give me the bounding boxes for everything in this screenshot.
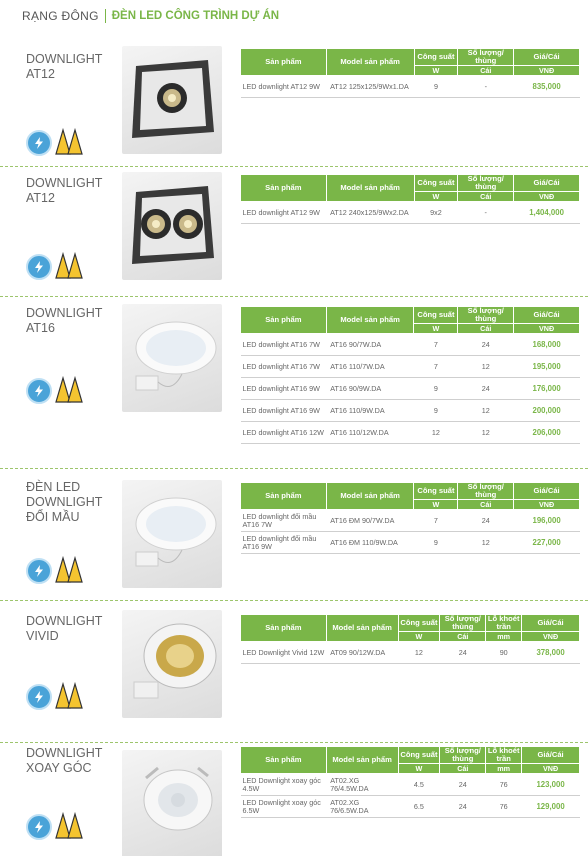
- cell-qty: 24: [440, 642, 486, 664]
- product-photo: [122, 46, 222, 154]
- cell-product: LED Downlight Vivid 12W: [241, 642, 327, 664]
- header-price: Giá/Cái: [522, 615, 580, 632]
- cell-model: AT16 110/12W.DA: [326, 422, 414, 444]
- cell-product: LED downlight đổi mầu AT16 7W: [241, 510, 327, 532]
- cell-model: AT16 ĐM 90/7W.DA: [326, 510, 414, 532]
- unit-price: VNĐ: [522, 632, 580, 642]
- table-row: [241, 796, 580, 818]
- product-photo: [122, 480, 222, 588]
- product-photo: [122, 304, 222, 412]
- header-model: Model sản phẩm: [326, 175, 414, 202]
- header-cutout: Lỗ khoét trần: [486, 747, 522, 764]
- table-row: [241, 76, 580, 98]
- cell-qty: 12: [458, 422, 514, 444]
- header-qty: Số lượng/ thùng: [440, 615, 486, 632]
- cell-power: 9x2: [414, 202, 458, 224]
- cell-model: AT16 90/7W.DA: [326, 334, 414, 356]
- unit-qty: Cái: [458, 192, 514, 202]
- header-price: Giá/Cái: [514, 175, 580, 192]
- cell-price: 168,000: [514, 334, 580, 356]
- header-power: Công suất: [414, 175, 458, 192]
- cell-power: 9: [414, 532, 458, 554]
- unit-power: W: [398, 632, 440, 642]
- cell-product: LED Downlight xoay góc 6.5W: [241, 796, 327, 818]
- cell-qty: -: [458, 76, 514, 98]
- product-section: [0, 470, 588, 600]
- section-divider: [0, 468, 588, 469]
- cell-cutout: 76: [486, 796, 522, 818]
- header-model: Model sản phẩm: [326, 747, 398, 774]
- header-price: Giá/Cái: [514, 49, 580, 66]
- energy-saving-icon: [26, 558, 52, 584]
- cell-product: LED downlight AT16 7W: [241, 334, 327, 356]
- light-quality-icon: [55, 250, 83, 280]
- spec-table: [240, 746, 580, 818]
- energy-saving-icon: [26, 814, 52, 840]
- header-qty: Số lượng/ thùng: [458, 307, 514, 324]
- unit-price: VNĐ: [514, 66, 580, 76]
- cell-model: AT16 ĐM 110/9W.DA: [326, 532, 414, 554]
- header-qty: Số lượng/ thùng: [458, 483, 514, 500]
- cell-price: 176,000: [514, 378, 580, 400]
- cell-model: AT02.XG 76/6.5W.DA: [326, 796, 398, 818]
- table-row: [241, 510, 580, 532]
- section-divider: [0, 296, 588, 297]
- header-power: Công suất: [414, 307, 458, 324]
- unit-cutout: mm: [486, 632, 522, 642]
- table-row: [241, 532, 580, 554]
- cell-qty: 24: [458, 378, 514, 400]
- header-product: Sản phẩm: [241, 307, 327, 334]
- table-row: [241, 356, 580, 378]
- cell-product: LED downlight AT12 9W: [241, 202, 327, 224]
- cell-price: 196,000: [514, 510, 580, 532]
- energy-saving-icon: [26, 130, 52, 156]
- unit-power: W: [414, 66, 458, 76]
- product-name: ĐÈN LED DOWNLIGHT ĐỔI MẦU: [26, 480, 103, 524]
- cell-power: 7: [414, 510, 458, 532]
- header-qty: Số lượng/ thùng: [458, 175, 514, 192]
- cell-price: 227,000: [514, 532, 580, 554]
- cell-model: AT16 90/9W.DA: [326, 378, 414, 400]
- cell-power: 12: [414, 422, 458, 444]
- cell-power: 7: [414, 334, 458, 356]
- product-name: DOWNLIGHT AT16: [26, 306, 103, 335]
- table-row: [241, 774, 580, 796]
- product-section: [0, 38, 588, 166]
- cell-price: 1,404,000: [514, 202, 580, 224]
- cell-power: 6.5: [398, 796, 440, 818]
- header-model: Model sản phẩm: [326, 49, 414, 76]
- unit-price: VNĐ: [522, 764, 580, 774]
- header-price: Giá/Cái: [514, 307, 580, 324]
- cell-power: 4.5: [398, 774, 440, 796]
- product-badges: [26, 810, 83, 840]
- cell-qty: 24: [440, 774, 486, 796]
- cell-power: 7: [414, 356, 458, 378]
- header-separator: [105, 9, 106, 23]
- header-product: Sản phẩm: [241, 747, 327, 774]
- cell-product: LED Downlight xoay góc 4.5W: [241, 774, 327, 796]
- unit-power: W: [414, 192, 458, 202]
- energy-saving-icon: [26, 378, 52, 404]
- product-name: DOWNLIGHT AT12: [26, 52, 103, 81]
- unit-price: VNĐ: [514, 500, 580, 510]
- cell-power: 9: [414, 76, 458, 98]
- header-power: Công suất: [398, 615, 440, 632]
- cell-price: 123,000: [522, 774, 580, 796]
- section-divider: [0, 166, 588, 167]
- cell-product: LED downlight AT16 9W: [241, 378, 327, 400]
- spec-table: [240, 306, 580, 444]
- cell-power: 9: [414, 378, 458, 400]
- spec-table: [240, 614, 580, 664]
- cell-model: AT16 110/9W.DA: [326, 400, 414, 422]
- product-badges: [26, 554, 83, 584]
- cell-price: 129,000: [522, 796, 580, 818]
- cell-qty: -: [458, 202, 514, 224]
- cell-model: AT12 125x125/9Wx1.DA: [326, 76, 414, 98]
- unit-power: W: [414, 324, 458, 334]
- cell-cutout: 76: [486, 774, 522, 796]
- cell-price: 835,000: [514, 76, 580, 98]
- cell-product: LED downlight AT12 9W: [241, 76, 327, 98]
- product-section: [0, 744, 588, 856]
- table-row: [241, 422, 580, 444]
- spec-table: [240, 48, 580, 98]
- header-qty: Số lượng/ thùng: [458, 49, 514, 66]
- unit-power: W: [398, 764, 440, 774]
- header-price: Giá/Cái: [514, 483, 580, 500]
- unit-qty: Cái: [458, 324, 514, 334]
- unit-qty: Cái: [440, 632, 486, 642]
- cell-cutout: 90: [486, 642, 522, 664]
- header-model: Model sản phẩm: [326, 615, 398, 642]
- section-divider: [0, 742, 588, 743]
- header-price: Giá/Cái: [522, 747, 580, 764]
- cell-qty: 12: [458, 400, 514, 422]
- header-qty: Số lượng/ thùng: [440, 747, 486, 764]
- header-power: Công suất: [414, 49, 458, 66]
- cell-qty: 24: [458, 510, 514, 532]
- unit-qty: Cái: [458, 66, 514, 76]
- section-divider: [0, 600, 588, 601]
- light-quality-icon: [55, 554, 83, 584]
- brand-name: RẠNG ĐÔNG: [22, 9, 99, 23]
- cell-price: 378,000: [522, 642, 580, 664]
- page-header: [22, 6, 279, 26]
- unit-price: VNĐ: [514, 192, 580, 202]
- light-quality-icon: [55, 680, 83, 710]
- light-quality-icon: [55, 126, 83, 156]
- energy-saving-icon: [26, 254, 52, 280]
- product-section: [0, 298, 588, 468]
- cell-product: LED downlight đổi mầu AT16 9W: [241, 532, 327, 554]
- cell-product: LED downlight AT16 9W: [241, 400, 327, 422]
- table-row: [241, 642, 580, 664]
- header-product: Sản phẩm: [241, 175, 327, 202]
- cell-qty: 24: [440, 796, 486, 818]
- product-badges: [26, 126, 83, 156]
- cell-model: AT12 240x125/9Wx2.DA: [326, 202, 414, 224]
- unit-cutout: mm: [486, 764, 522, 774]
- cell-qty: 12: [458, 356, 514, 378]
- cell-price: 200,000: [514, 400, 580, 422]
- cell-qty: 24: [458, 334, 514, 356]
- unit-price: VNĐ: [514, 324, 580, 334]
- cell-product: LED downlight AT16 7W: [241, 356, 327, 378]
- product-photo: [122, 610, 222, 718]
- energy-saving-icon: [26, 684, 52, 710]
- product-photo: [122, 750, 222, 856]
- cell-model: AT16 110/7W.DA: [326, 356, 414, 378]
- light-quality-icon: [55, 374, 83, 404]
- product-photo: [122, 172, 222, 280]
- product-name: DOWNLIGHT XOAY GÓC: [26, 746, 103, 775]
- cell-power: 12: [398, 642, 440, 664]
- cell-qty: 12: [458, 532, 514, 554]
- product-name: DOWNLIGHT AT12: [26, 176, 103, 205]
- cell-model: AT09 90/12W.DA: [326, 642, 398, 664]
- unit-qty: Cái: [458, 500, 514, 510]
- header-power: Công suất: [414, 483, 458, 500]
- table-row: [241, 202, 580, 224]
- product-name: DOWNLIGHT VIVID: [26, 614, 103, 643]
- product-badges: [26, 680, 83, 710]
- header-product: Sản phẩm: [241, 49, 327, 76]
- unit-power: W: [414, 500, 458, 510]
- header-product: Sản phẩm: [241, 483, 327, 510]
- cell-power: 9: [414, 400, 458, 422]
- product-section: [0, 168, 588, 296]
- spec-table: [240, 482, 580, 554]
- header-product: Sản phẩm: [241, 615, 327, 642]
- table-row: [241, 378, 580, 400]
- table-row: [241, 334, 580, 356]
- spec-table: [240, 174, 580, 224]
- light-quality-icon: [55, 810, 83, 840]
- section-title: ĐÈN LED CÔNG TRÌNH DỰ ÁN: [111, 10, 280, 22]
- header-model: Model sản phẩm: [326, 483, 414, 510]
- header-power: Công suất: [398, 747, 440, 764]
- unit-qty: Cái: [440, 764, 486, 774]
- cell-product: LED downlight AT16 12W: [241, 422, 327, 444]
- product-section: [0, 602, 588, 742]
- cell-model: AT02.XG 76/4.5W.DA: [326, 774, 398, 796]
- product-badges: [26, 374, 83, 404]
- table-row: [241, 400, 580, 422]
- header-model: Model sản phẩm: [326, 307, 414, 334]
- cell-price: 206,000: [514, 422, 580, 444]
- product-badges: [26, 250, 83, 280]
- header-cutout: Lỗ khoét trần: [486, 615, 522, 632]
- cell-price: 195,000: [514, 356, 580, 378]
